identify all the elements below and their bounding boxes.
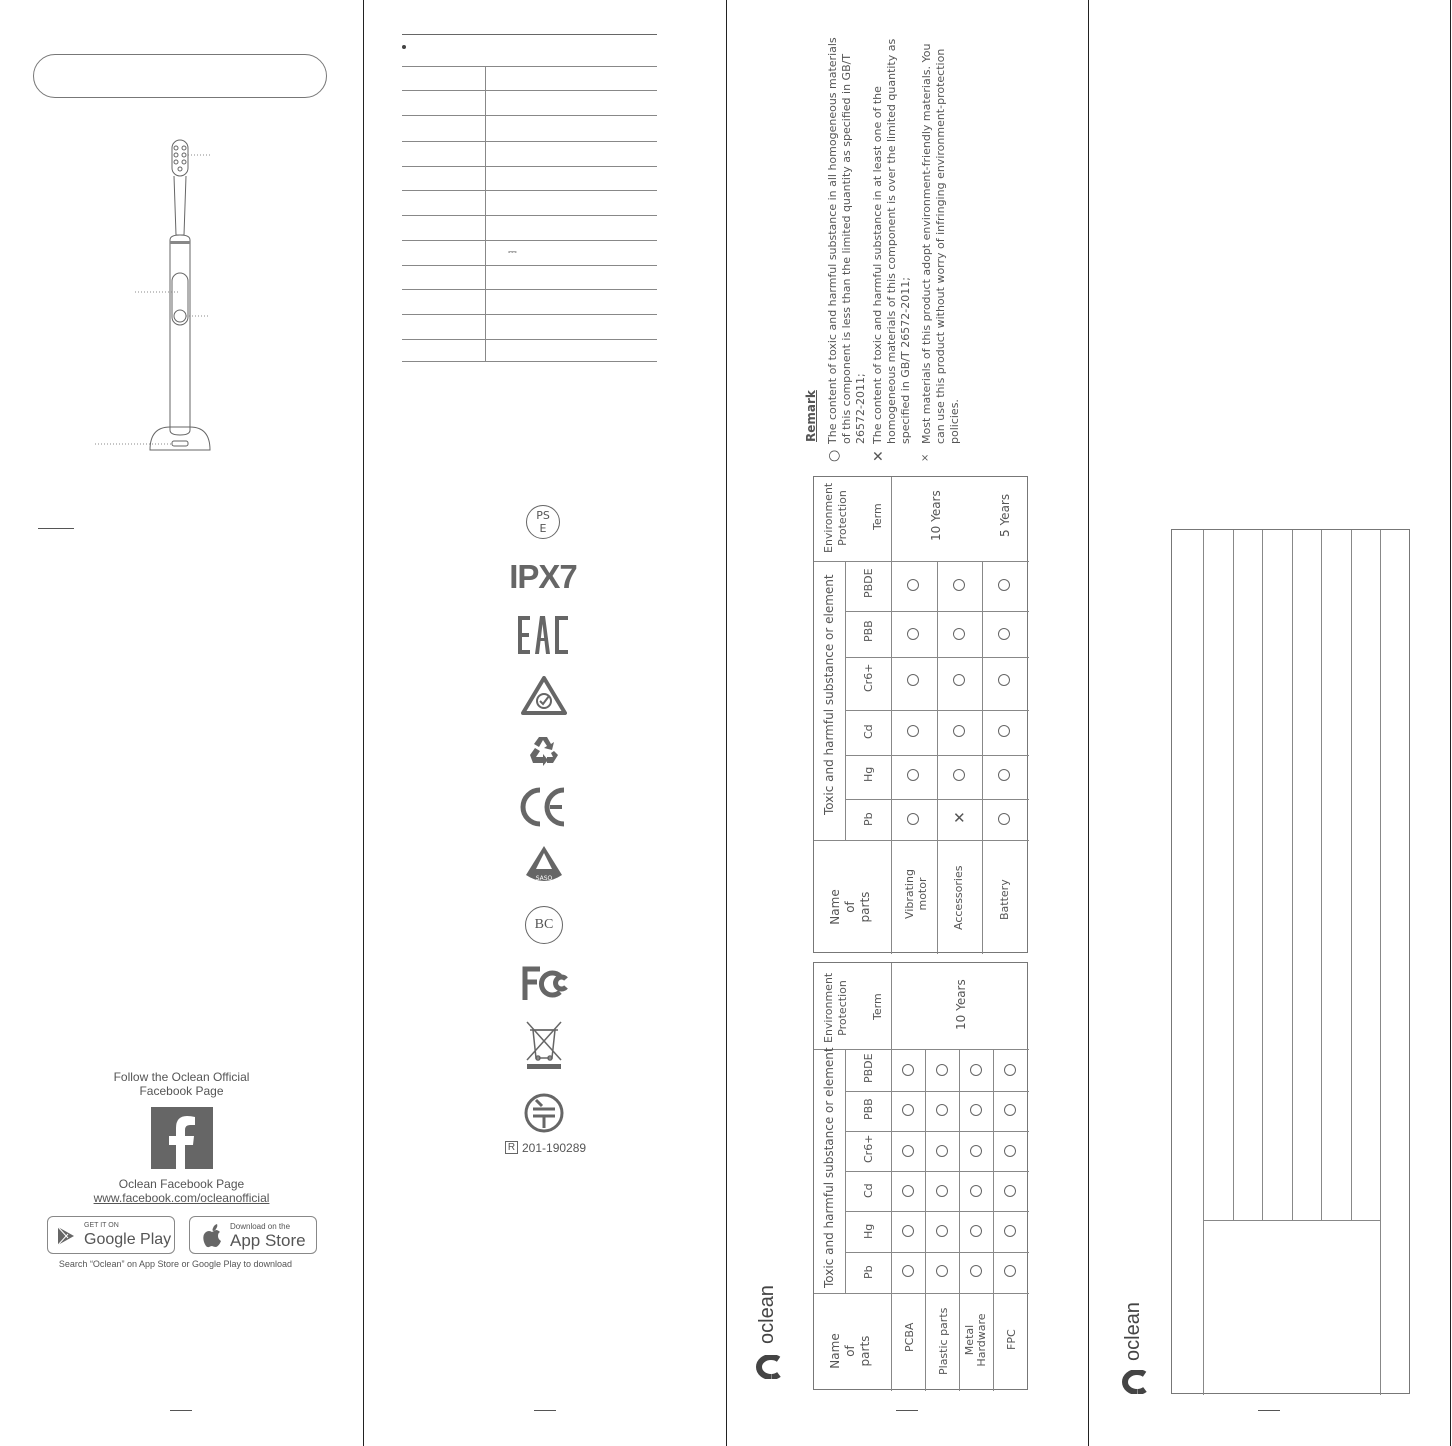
mark-circle xyxy=(953,579,965,591)
remark-item-2-symbol: ✕ xyxy=(871,450,887,462)
page-number-rule xyxy=(1258,1410,1280,1411)
bottom-el-cd: Cd xyxy=(862,1183,875,1198)
mark-circle xyxy=(1004,1225,1016,1237)
remark-item-3-text: Most materials of this product adopt environment-friendly materials. You can use this product without worry of infringing environment-protection policies. xyxy=(920,43,961,444)
svg-text:SASO: SASO xyxy=(535,875,553,882)
bottom-header-term: Term xyxy=(871,993,884,1020)
app-store-big: App Store xyxy=(230,1231,306,1250)
mark-circle xyxy=(936,1104,948,1116)
bottom-header-env: Environment Protection xyxy=(822,972,849,1043)
spec-col-divider xyxy=(485,66,486,362)
top-term-5-years: 5 Years xyxy=(998,493,1012,537)
blank-form-table xyxy=(1171,529,1410,1394)
telec-mark-icon xyxy=(523,1092,565,1134)
telec-number: 201-190289 xyxy=(522,1141,587,1155)
google-play-icon xyxy=(56,1226,76,1246)
mark-circle xyxy=(1004,1064,1016,1076)
app-store-button[interactable] xyxy=(189,1216,317,1254)
mark-circle xyxy=(907,674,919,686)
remark-item-2-text: The content of toxic and harmful substance in at least one of the homogeneous materials of this component is over the limited quantity as specified in GB/T 26572-2011; xyxy=(871,38,912,444)
top-el-pbde: PBDE xyxy=(862,568,875,598)
mark-circle xyxy=(953,769,965,781)
follow-heading-line1: Follow the Oclean Official xyxy=(113,1070,250,1084)
mark-circle xyxy=(1004,1265,1016,1277)
google-play-button[interactable] xyxy=(47,1216,175,1254)
top-header-name: Name of parts xyxy=(828,889,872,925)
remark-title: Remark xyxy=(804,390,818,442)
top-term-10-years: 10 Years xyxy=(929,490,943,541)
bottom-part-fpc: FPC xyxy=(1005,1329,1018,1350)
mark-circle xyxy=(902,1265,914,1277)
top-part-battery: Battery xyxy=(998,879,1011,920)
top-part-vibrating-motor: Vibrating motor xyxy=(903,869,929,919)
saso-mark-icon xyxy=(524,845,564,885)
mark-circle xyxy=(902,1225,914,1237)
mark-circle xyxy=(936,1064,948,1076)
mark-circle xyxy=(998,769,1010,781)
mark-circle xyxy=(970,1104,982,1116)
telec-r-box: R xyxy=(505,1141,518,1154)
mark-circle xyxy=(902,1104,914,1116)
short-rule xyxy=(38,528,74,529)
mark-circle xyxy=(907,579,919,591)
mark-circle xyxy=(902,1145,914,1157)
mark-circle xyxy=(936,1265,948,1277)
recycle-icon xyxy=(527,735,561,767)
mark-circle xyxy=(1004,1104,1016,1116)
spec-table xyxy=(402,66,657,362)
mark-cross: ✕ xyxy=(953,810,966,827)
rcm-mark-icon xyxy=(521,676,567,716)
remark-item-3-symbol: × xyxy=(920,453,931,462)
mark-circle xyxy=(970,1265,982,1277)
top-el-pb: Pb xyxy=(862,812,875,826)
bottom-part-pcba: PCBA xyxy=(903,1322,916,1352)
page-number-rule xyxy=(896,1410,918,1411)
mark-circle xyxy=(970,1185,982,1197)
mark-circle xyxy=(936,1225,948,1237)
bottom-part-metal: Metal Hardware xyxy=(963,1313,988,1367)
mark-circle xyxy=(970,1225,982,1237)
oclean-logo-mark xyxy=(1121,1370,1153,1394)
mark-circle xyxy=(1004,1145,1016,1157)
bottom-el-pbde: PBDE xyxy=(862,1053,875,1083)
top-el-pbb: PBB xyxy=(862,620,875,642)
facebook-url-link[interactable]: www.facebook.com/ocleanofficial xyxy=(93,1191,270,1205)
mark-circle xyxy=(907,628,919,640)
remark-item-1-symbol: ○ xyxy=(826,449,842,462)
bottom-term-10-years: 10 Years xyxy=(954,979,968,1030)
top-el-cd: Cd xyxy=(862,724,875,739)
mark-circle xyxy=(970,1064,982,1076)
mark-circle xyxy=(998,725,1010,737)
apple-icon xyxy=(201,1224,223,1248)
bottom-header-substance: Toxic and harmful substance or element xyxy=(822,1047,836,1288)
app-store-small: Download on the xyxy=(230,1222,291,1231)
top-part-accessories: Accessories xyxy=(952,865,965,930)
bottom-el-cr6: Cr6+ xyxy=(862,1134,875,1163)
mark-circle xyxy=(953,628,965,640)
title-box xyxy=(33,54,327,98)
bottom-header-name: Name of parts xyxy=(828,1333,872,1369)
follow-heading-line2: Facebook Page xyxy=(139,1084,224,1098)
mark-circle xyxy=(902,1064,914,1076)
page-number-rule xyxy=(170,1410,192,1411)
bottom-el-pbb: PBB xyxy=(862,1098,875,1120)
bc-label: BC xyxy=(534,917,554,932)
remark-item-1-text: The content of toxic and harmful substance in all homogeneous materials of this component is less than the limited quantity as specified in GB/T 26572-2011; xyxy=(826,37,867,444)
mark-circle xyxy=(907,813,919,825)
top-header-env: Environment Protection xyxy=(822,482,849,553)
panel-1 xyxy=(0,0,363,1446)
mark-circle xyxy=(998,674,1010,686)
mark-circle xyxy=(970,1145,982,1157)
weee-bin-icon xyxy=(525,1020,563,1070)
download-hint: Search “Oclean” on App Store or Google Play to download xyxy=(58,1259,293,1269)
top-header-substance: Toxic and harmful substance or element xyxy=(822,574,836,815)
panel-3 xyxy=(726,0,1088,1446)
panel-2 xyxy=(363,0,726,1446)
google-play-small: GET IT ON xyxy=(84,1222,119,1229)
ce-mark-icon xyxy=(520,786,568,828)
page-number-rule xyxy=(534,1410,556,1411)
toothbrush-diagram xyxy=(90,135,220,460)
bullet xyxy=(402,45,406,49)
facebook-page-label: Oclean Facebook Page xyxy=(118,1177,245,1191)
fcc-mark-icon xyxy=(522,966,568,1000)
bottom-el-hg: Hg xyxy=(862,1223,875,1239)
mark-circle xyxy=(902,1185,914,1197)
bottom-el-pb: Pb xyxy=(862,1265,875,1279)
mark-circle xyxy=(936,1145,948,1157)
pse-mark-icon: PS E xyxy=(526,505,560,539)
ipx7-label: IPX7 xyxy=(509,558,577,595)
mark-circle xyxy=(953,725,965,737)
oclean-logo-mark xyxy=(755,1355,787,1379)
oclean-logo-text: oclean xyxy=(1122,1302,1144,1361)
spec-top-rule xyxy=(402,34,657,35)
bc-mark-icon xyxy=(525,906,563,944)
panel-divider xyxy=(1450,0,1451,1446)
dc-symbol: ⎓ xyxy=(508,245,517,258)
facebook-icon[interactable] xyxy=(151,1107,213,1169)
google-play-big: Google Play xyxy=(84,1231,172,1248)
mark-circle xyxy=(907,725,919,737)
mark-circle xyxy=(998,579,1010,591)
eac-mark-icon xyxy=(518,616,568,654)
bottom-part-plastic: Plastic parts xyxy=(937,1307,950,1375)
top-header-term: Term xyxy=(871,503,884,530)
oclean-logo-text: oclean xyxy=(756,1285,778,1344)
panel-4 xyxy=(1088,0,1450,1446)
mark-circle xyxy=(907,769,919,781)
mark-circle xyxy=(998,628,1010,640)
follow-heading xyxy=(0,1070,363,1098)
top-el-cr6: Cr6+ xyxy=(862,663,875,692)
mark-circle xyxy=(936,1185,948,1197)
mark-circle xyxy=(998,813,1010,825)
mark-circle xyxy=(953,674,965,686)
mark-circle xyxy=(1004,1185,1016,1197)
top-el-hg: Hg xyxy=(862,766,875,782)
